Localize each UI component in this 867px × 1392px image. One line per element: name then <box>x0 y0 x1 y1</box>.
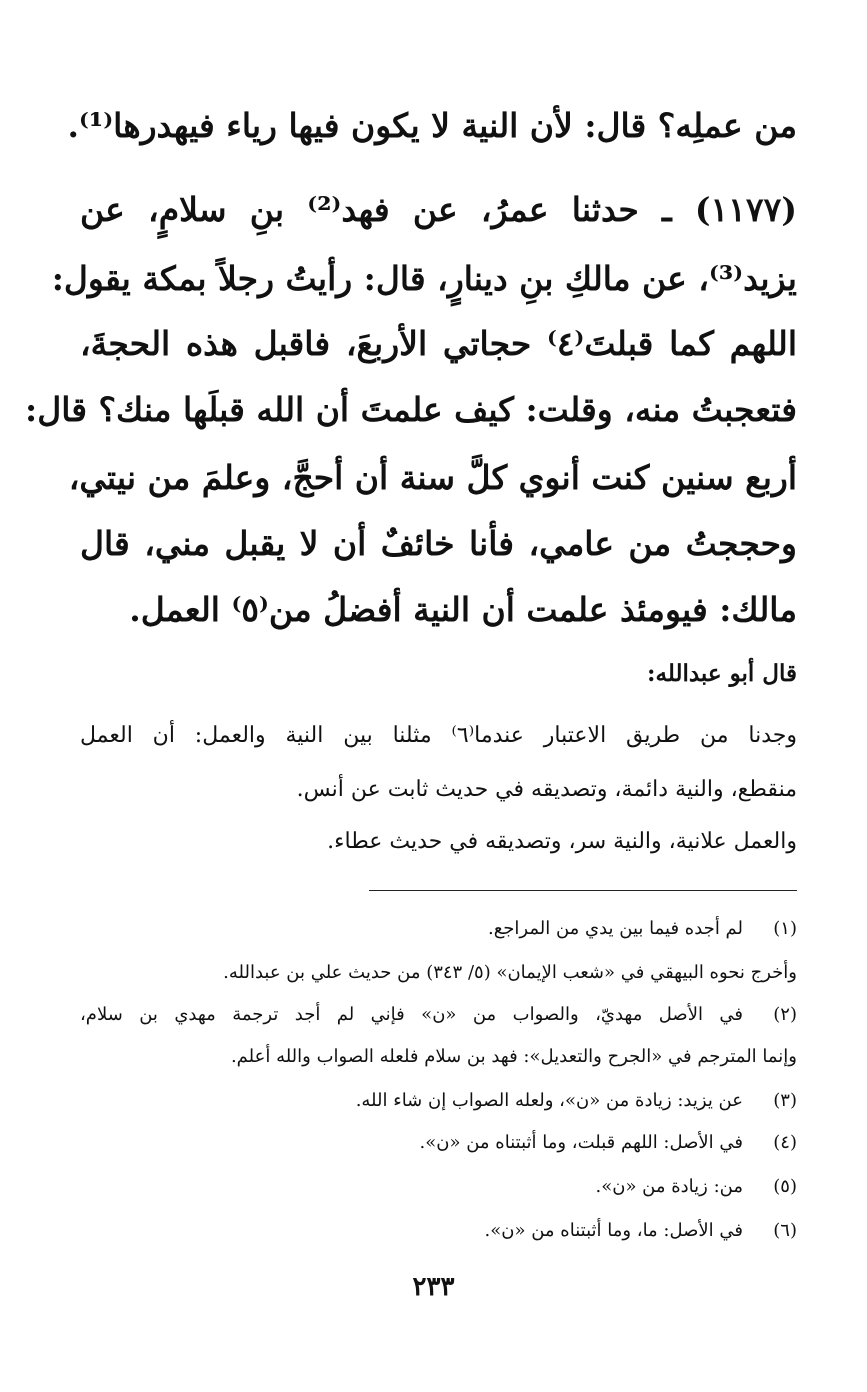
body-line-4: اللهم كما قبلتَ⁽٤⁾ حجاتي الأربعَ، فاقبل هذه الحجةَ، <box>80 324 797 363</box>
footnote-text: لم أجده فيما بين يدي من المراجع. <box>487 918 743 939</box>
footnote-4 <box>80 1126 797 1160</box>
footnote-text: وأخرج نحوه البيهقي في «شعب الإيمان» (٥/ ٣٤٣) من حديث علي بن عبدالله. <box>223 962 797 983</box>
footnote-1-continued <box>80 956 797 990</box>
paragraph-1-line-1: وجدنا من طريق الاعتبار عندما⁽٦⁾ مثلنا بين النية والعمل: أن العمل <box>80 723 797 748</box>
footnote-5 <box>80 1170 797 1204</box>
footnote-number: (٦) <box>773 1220 797 1241</box>
body-line-7: وحججتُ من عامي، فأنا خائفٌ أن لا يقبل مني، قال <box>80 524 797 563</box>
body-line-5: فتعجبتُ منه، وقلت: كيف علمتَ أن الله قبلَها منك؟ قال: <box>25 390 797 429</box>
body-line-8: مالك: فيومئذ علمت أن النية أفضلُ من⁽٥⁾ العمل. <box>129 590 797 629</box>
footnote-text: عن يزيد: زيادة من «ن»، ولعله الصواب إن شاء الله. <box>355 1090 743 1111</box>
footnote-2-continued <box>80 1040 797 1074</box>
body-line-3: يزيد⁽³⁾، عن مالكِ بنِ دينارٍ، قال: رأيتُ رجلاً بمكة يقول: <box>51 259 797 298</box>
footnote-text: في الأصل مهديّ، والصواب من «ن» فإني لم أجد ترجمة مهدي بن سلام، <box>80 1004 743 1025</box>
footnote-number: (٤) <box>773 1132 797 1153</box>
footnote-text: من: زيادة من «ن». <box>595 1176 743 1197</box>
footnote-text: وإنما المترجم في «الجرح والتعديل»: فهد بن سلام فلعله الصواب والله أعلم. <box>230 1046 797 1067</box>
body-line-2-hadith-number: (١١٧٧) ـ حدثنا عمرُ، عن فهد⁽²⁾ بنِ سلامٍ، عن <box>80 190 797 229</box>
footnote-3 <box>80 1084 797 1118</box>
footnote-2 <box>80 998 797 1032</box>
footnote-separator <box>369 890 797 891</box>
footnote-text: في الأصل: ما، وما أثبتناه من «ن». <box>484 1220 743 1241</box>
body-line-6: أربع سنين كنت أنوي كلَّ سنة أن أحجَّ، وعلمَ من نيتي، <box>68 458 797 497</box>
footnote-number: (٣) <box>773 1090 797 1111</box>
paragraph-1-line-2: منقطع، والنية دائمة، وتصديقه في حديث ثابت عن أنس. <box>296 777 797 802</box>
footnote-1 <box>80 912 797 946</box>
footnote-number: (٢) <box>773 1004 797 1025</box>
footnote-6 <box>80 1214 797 1248</box>
section-heading: قال أبو عبدالله: <box>647 660 797 687</box>
paragraph-2-line-1: والعمل علانية، والنية سر، وتصديقه في حديث عطاء. <box>327 829 797 854</box>
footnote-text: في الأصل: اللهم قبلت، وما أثبتناه من «ن». <box>419 1132 743 1153</box>
footnote-number: (٥) <box>773 1176 797 1197</box>
footnote-number: (١) <box>773 918 797 939</box>
page-number: ٢٣٣ <box>412 1272 455 1302</box>
body-line-1: من عملِه؟ قال: لأن النية لا يكون فيها رياء فيهدرها⁽¹⁾. <box>67 106 797 145</box>
